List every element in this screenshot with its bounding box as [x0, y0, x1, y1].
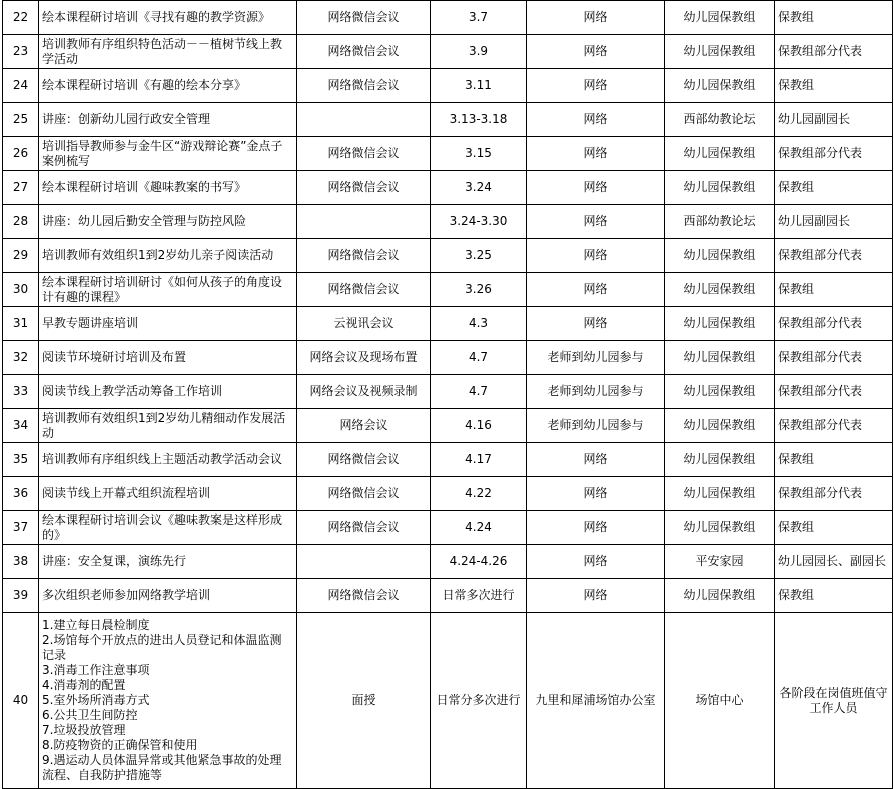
training-venue: 网络: [527, 35, 665, 69]
table-row: [3, 1, 893, 35]
training-time: 3.13-3.18: [431, 103, 527, 137]
training-venue: 网络: [527, 511, 665, 545]
audience: 保教组部分代表: [775, 409, 893, 443]
training-method: 网络微信会议: [297, 511, 431, 545]
training-topic: 绘本课程研讨培训《趣味教案的书写》: [39, 171, 297, 205]
row-number: 30: [3, 273, 39, 307]
training-topic: 培训教师有序组织特色活动－－植树节线上教学活动: [39, 35, 297, 69]
training-time: 日常多次进行: [431, 579, 527, 613]
list-item: 5.室外场所消毒方式: [42, 693, 150, 707]
training-time: 3.25: [431, 239, 527, 273]
training-venue: 网络: [527, 443, 665, 477]
training-venue: 老师到幼儿园参与: [527, 409, 665, 443]
training-method: 网络会议及视频录制: [297, 375, 431, 409]
training-method: 网络微信会议: [297, 239, 431, 273]
training-time: 3.11: [431, 69, 527, 103]
table-row: [3, 375, 893, 409]
row-number: 26: [3, 137, 39, 171]
row-number: 36: [3, 477, 39, 511]
training-venue: 老师到幼儿园参与: [527, 341, 665, 375]
audience: 保教组: [775, 273, 893, 307]
training-method: 网络微信会议: [297, 171, 431, 205]
training-topic: 阅读节环境研讨培训及布置: [39, 341, 297, 375]
audience: 保教组部分代表: [775, 137, 893, 171]
training-time: 4.22: [431, 477, 527, 511]
training-time: 4.7: [431, 341, 527, 375]
training-venue: 网络: [527, 239, 665, 273]
audience: 保教组: [775, 579, 893, 613]
table-row: [3, 103, 893, 137]
table-row: [3, 205, 893, 239]
training-method: 网络微信会议: [297, 477, 431, 511]
audience: 保教组: [775, 511, 893, 545]
organizer: 幼儿园保教组: [665, 579, 775, 613]
audience: 保教组: [775, 1, 893, 35]
training-method: 网络微信会议: [297, 273, 431, 307]
list-item: 1.建立每日晨检制度: [42, 618, 150, 632]
training-time: 3.24: [431, 171, 527, 205]
training-time: 4.24-4.26: [431, 545, 527, 579]
table-row: [3, 137, 893, 171]
table-row: [3, 477, 893, 511]
organizer: 平安家园: [665, 545, 775, 579]
training-topic: 讲座：安全复课，演练先行: [39, 545, 297, 579]
training-venue: 网络: [527, 579, 665, 613]
training-method: 网络会议: [297, 409, 431, 443]
row-number: 31: [3, 307, 39, 341]
training-method: 云视讯会议: [297, 307, 431, 341]
row-number: 40: [3, 613, 39, 789]
training-time: 日常分多次进行: [431, 613, 527, 789]
list-item: 8.防疫物资的正确保管和使用: [42, 738, 198, 752]
list-item: 7.垃圾投放管理: [42, 723, 126, 737]
training-venue: 网络: [527, 205, 665, 239]
training-time: 4.16: [431, 409, 527, 443]
table-row: [3, 545, 893, 579]
training-venue: 网络: [527, 545, 665, 579]
training-time: 4.3: [431, 307, 527, 341]
table-row: [3, 341, 893, 375]
training-time: 3.9: [431, 35, 527, 69]
list-item: 2.场馆每个开放点的进出人员登记和体温监测记录: [42, 633, 282, 662]
training-venue: 网络: [527, 171, 665, 205]
training-method: [297, 103, 431, 137]
row-number: 24: [3, 69, 39, 103]
table-row: [3, 579, 893, 613]
audience: 幼儿园副园长: [775, 205, 893, 239]
training-time: 3.7: [431, 1, 527, 35]
row-number: 27: [3, 171, 39, 205]
table-body: [3, 1, 893, 789]
training-method: [297, 205, 431, 239]
training-time: 4.24: [431, 511, 527, 545]
training-topic: 培训教师有序组织线上主题活动教学活动会议: [39, 443, 297, 477]
organizer: 西部幼教论坛: [665, 103, 775, 137]
row-number: 33: [3, 375, 39, 409]
training-topic: 绘本课程研讨培训《寻找有趣的教学资源》: [39, 1, 297, 35]
table-row: [3, 171, 893, 205]
training-topic: 培训教师有效组织1到2岁幼儿亲子阅读活动: [39, 239, 297, 273]
audience: 保教组部分代表: [775, 307, 893, 341]
training-time: 3.24-3.30: [431, 205, 527, 239]
table-row: [3, 409, 893, 443]
training-venue: 网络: [527, 69, 665, 103]
audience: 保教组部分代表: [775, 477, 893, 511]
training-venue: 网络: [527, 307, 665, 341]
training-topic: 多次组织老师参加网络教学培训: [39, 579, 297, 613]
organizer: 幼儿园保教组: [665, 409, 775, 443]
list-item: 4.消毒剂的配置: [42, 678, 126, 692]
organizer: 幼儿园保教组: [665, 137, 775, 171]
audience: 各阶段在岗值班值守工作人员: [775, 613, 893, 789]
training-topic: 培训指导教师参与金牛区“游戏辩论赛”金点子案例梳写: [39, 137, 297, 171]
training-topic: 讲座：创新幼儿园行政安全管理: [39, 103, 297, 137]
audience: 保教组部分代表: [775, 341, 893, 375]
list-item: 6.公共卫生间防控: [42, 708, 138, 722]
table-row: [3, 35, 893, 69]
training-topic: 阅读节线上开幕式组织流程培训: [39, 477, 297, 511]
row-number: 34: [3, 409, 39, 443]
audience: 幼儿园副园长: [775, 103, 893, 137]
training-venue: 网络: [527, 273, 665, 307]
training-venue: 网络: [527, 1, 665, 35]
row-number: 32: [3, 341, 39, 375]
list-item: 3.消毒工作注意事项: [42, 663, 150, 677]
organizer: 幼儿园保教组: [665, 273, 775, 307]
table-row-40: [3, 613, 893, 789]
training-method: 网络微信会议: [297, 443, 431, 477]
table-row: [3, 239, 893, 273]
training-method: 网络会议及现场布置: [297, 341, 431, 375]
training-method: 网络微信会议: [297, 35, 431, 69]
training-time: 4.17: [431, 443, 527, 477]
organizer: 幼儿园保教组: [665, 341, 775, 375]
organizer: 幼儿园保教组: [665, 375, 775, 409]
audience: 保教组: [775, 69, 893, 103]
list-item: 9.遇运动人员体温异常或其他紧急事故的处理流程、自我防护措施等: [42, 753, 282, 782]
table-row: [3, 69, 893, 103]
training-topic: 绘本课程研讨培训《有趣的绘本分享》: [39, 69, 297, 103]
row-number: 38: [3, 545, 39, 579]
audience: 保教组部分代表: [775, 375, 893, 409]
row-number: 23: [3, 35, 39, 69]
training-topic: 讲座：幼儿园后勤安全管理与防控风险: [39, 205, 297, 239]
training-topic: 早教专题讲座培训: [39, 307, 297, 341]
table-row: [3, 273, 893, 307]
row-number: 25: [3, 103, 39, 137]
training-method: 网络微信会议: [297, 69, 431, 103]
table-row: [3, 443, 893, 477]
training-method: 网络微信会议: [297, 1, 431, 35]
training-venue: 九里和犀浦场馆办公室: [527, 613, 665, 789]
training-topic: 绘本课程研讨培训会议《趣味教案是这样形成的》: [39, 511, 297, 545]
row-number: 29: [3, 239, 39, 273]
training-venue: 网络: [527, 137, 665, 171]
row-number: 22: [3, 1, 39, 35]
audience: 保教组: [775, 171, 893, 205]
training-topic: 阅读节线上教学活动筹备工作培训: [39, 375, 297, 409]
training-time: 3.26: [431, 273, 527, 307]
table-row: [3, 307, 893, 341]
organizer: 幼儿园保教组: [665, 171, 775, 205]
training-content-list: [39, 613, 297, 789]
organizer: 幼儿园保教组: [665, 239, 775, 273]
audience: 幼儿园园长、副园长: [775, 545, 893, 579]
training-venue: 网络: [527, 477, 665, 511]
table-row: [3, 511, 893, 545]
organizer: 幼儿园保教组: [665, 477, 775, 511]
training-topic: 绘本课程研讨培训研讨《如何从孩子的角度设计有趣的课程》: [39, 273, 297, 307]
training-topic: 培训教师有效组织1到2岁幼儿精细动作发展活动: [39, 409, 297, 443]
row-number: 37: [3, 511, 39, 545]
organizer: 幼儿园保教组: [665, 307, 775, 341]
training-venue: 老师到幼儿园参与: [527, 375, 665, 409]
organizer: 场馆中心: [665, 613, 775, 789]
training-venue: 网络: [527, 103, 665, 137]
training-table: [2, 0, 893, 789]
audience: 保教组: [775, 443, 893, 477]
training-method: 面授: [297, 613, 431, 789]
training-method: 网络微信会议: [297, 137, 431, 171]
training-method: [297, 545, 431, 579]
organizer: 西部幼教论坛: [665, 205, 775, 239]
audience: 保教组部分代表: [775, 35, 893, 69]
training-time: 3.15: [431, 137, 527, 171]
organizer: 幼儿园保教组: [665, 511, 775, 545]
row-number: 35: [3, 443, 39, 477]
training-time: 4.7: [431, 375, 527, 409]
audience: 保教组部分代表: [775, 239, 893, 273]
organizer: 幼儿园保教组: [665, 1, 775, 35]
organizer: 幼儿园保教组: [665, 35, 775, 69]
organizer: 幼儿园保教组: [665, 69, 775, 103]
row-number: 39: [3, 579, 39, 613]
row-number: 28: [3, 205, 39, 239]
training-method: 网络微信会议: [297, 579, 431, 613]
organizer: 幼儿园保教组: [665, 443, 775, 477]
